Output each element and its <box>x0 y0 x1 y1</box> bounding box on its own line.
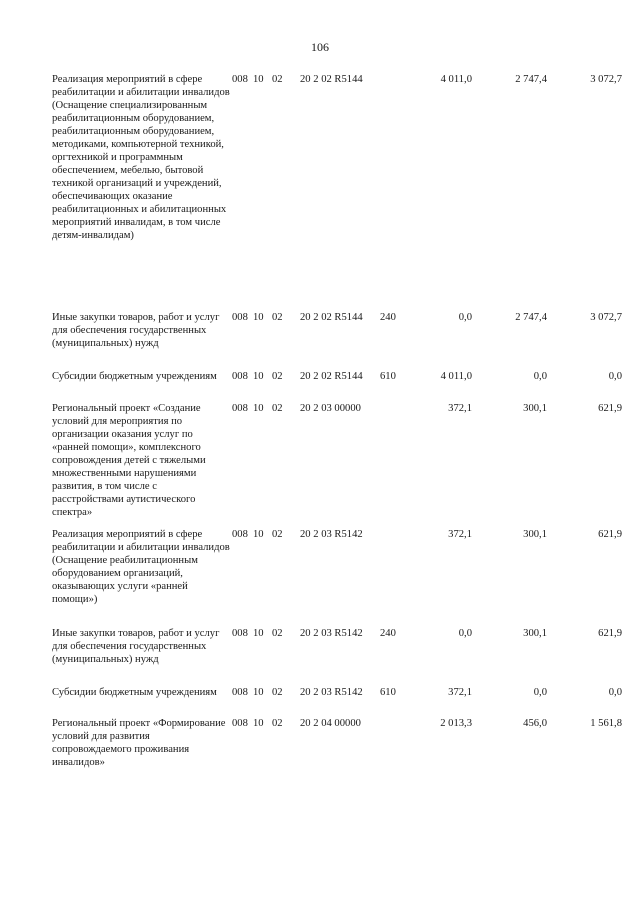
row-amount-year2: 300,1 <box>523 628 547 639</box>
row-amount-year3: 3 072,7 <box>590 312 622 323</box>
row-pr: 02 <box>272 687 283 698</box>
page-number: 106 <box>311 40 329 54</box>
row-amount-year1: 2 013,3 <box>440 718 472 729</box>
row-pr: 02 <box>272 371 283 382</box>
row-amount-year2: 2 747,4 <box>515 74 547 85</box>
row-csr: 20 2 03 R5142 <box>300 529 363 540</box>
row-grbs: 008 <box>232 628 248 639</box>
row-name: Иные закупки товаров, работ и услуг для обеспечения государственных (муниципальных) нужд <box>52 628 220 665</box>
row-amount-year2: 456,0 <box>523 718 547 729</box>
row-name: Иные закупки товаров, работ и услуг для обеспечения государственных (муниципальных) нужд <box>52 312 220 349</box>
row-amount-year3: 621,9 <box>598 529 622 540</box>
row-name: Региональный проект «Формирование условий для развития сопровождаемого проживания инвалидов» <box>52 718 226 768</box>
row-amount-year3: 3 072,7 <box>590 74 622 85</box>
row-csr: 20 2 03 R5142 <box>300 628 363 639</box>
row-amount-year3: 0,0 <box>608 687 622 698</box>
row-amount-year2: 0,0 <box>533 371 547 382</box>
row-amount-year1: 4 011,0 <box>440 371 472 382</box>
row-pr: 02 <box>272 403 283 414</box>
row-grbs: 008 <box>232 687 248 698</box>
row-rz: 10 <box>253 312 264 323</box>
row-grbs: 008 <box>232 74 248 85</box>
row-amount-year1: 372,1 <box>448 403 472 414</box>
row-csr: 20 2 03 00000 <box>300 403 361 414</box>
row-rz: 10 <box>253 718 264 729</box>
row-rz: 10 <box>253 529 264 540</box>
row-amount-year1: 372,1 <box>448 687 472 698</box>
row-amount-year3: 0,0 <box>608 371 622 382</box>
row-csr: 20 2 02 R5144 <box>300 371 363 382</box>
row-pr: 02 <box>272 628 283 639</box>
row-amount-year2: 300,1 <box>523 403 547 414</box>
row-vr: 610 <box>380 371 396 382</box>
row-rz: 10 <box>253 403 264 414</box>
row-vr: 610 <box>380 687 396 698</box>
row-amount-year1: 372,1 <box>448 529 472 540</box>
row-rz: 10 <box>253 628 264 639</box>
row-amount-year2: 2 747,4 <box>515 312 547 323</box>
row-pr: 02 <box>272 529 283 540</box>
row-grbs: 008 <box>232 718 248 729</box>
row-vr: 240 <box>380 628 396 639</box>
row-csr: 20 2 02 R5144 <box>300 74 363 85</box>
row-amount-year3: 621,9 <box>598 628 622 639</box>
row-name: Субсидии бюджетным учреждениям <box>52 687 217 698</box>
row-csr: 20 2 02 R5144 <box>300 312 363 323</box>
row-name: Региональный проект «Создание условий для мероприятия по организации оказания услуг по «ранней помощи», комплексного сопровождения детей с тяжелыми множественными нарушениями развития, в том числе с расстройствами аутистического спектра» <box>52 403 206 518</box>
row-amount-year1: 0,0 <box>458 312 472 323</box>
row-amount-year2: 300,1 <box>523 529 547 540</box>
row-name: Реализация мероприятий в сфере реабилитации и абилитации инвалидов (Оснащение специализированным реабилитационным оборудованием, реабилитационным оборудованием, методиками, компьютерной техникой, оргтехникой и программным обеспечением, мебелью, бытовой техникой организаций и учреждений, обеспечивающих оказание реабилитационных и абилитационных мероприятий инвалидам, в том числе детям-инвалидам) <box>52 74 230 241</box>
row-amount-year3: 1 561,8 <box>590 718 622 729</box>
row-rz: 10 <box>253 74 264 85</box>
row-name: Субсидии бюджетным учреждениям <box>52 371 217 382</box>
row-amount-year3: 621,9 <box>598 403 622 414</box>
row-grbs: 008 <box>232 312 248 323</box>
row-csr: 20 2 03 R5142 <box>300 687 363 698</box>
row-csr: 20 2 04 00000 <box>300 718 361 729</box>
row-pr: 02 <box>272 312 283 323</box>
row-pr: 02 <box>272 718 283 729</box>
row-vr: 240 <box>380 312 396 323</box>
row-amount-year2: 0,0 <box>533 687 547 698</box>
row-rz: 10 <box>253 371 264 382</box>
row-amount-year1: 4 011,0 <box>440 74 472 85</box>
row-pr: 02 <box>272 74 283 85</box>
row-grbs: 008 <box>232 371 248 382</box>
row-grbs: 008 <box>232 403 248 414</box>
row-name: Реализация мероприятий в сфере реабилитации и абилитации инвалидов (Оснащение реабилитационным оборудованием организаций, оказывающих услуги «ранней помощи») <box>52 529 230 605</box>
row-amount-year1: 0,0 <box>458 628 472 639</box>
row-rz: 10 <box>253 687 264 698</box>
row-grbs: 008 <box>232 529 248 540</box>
